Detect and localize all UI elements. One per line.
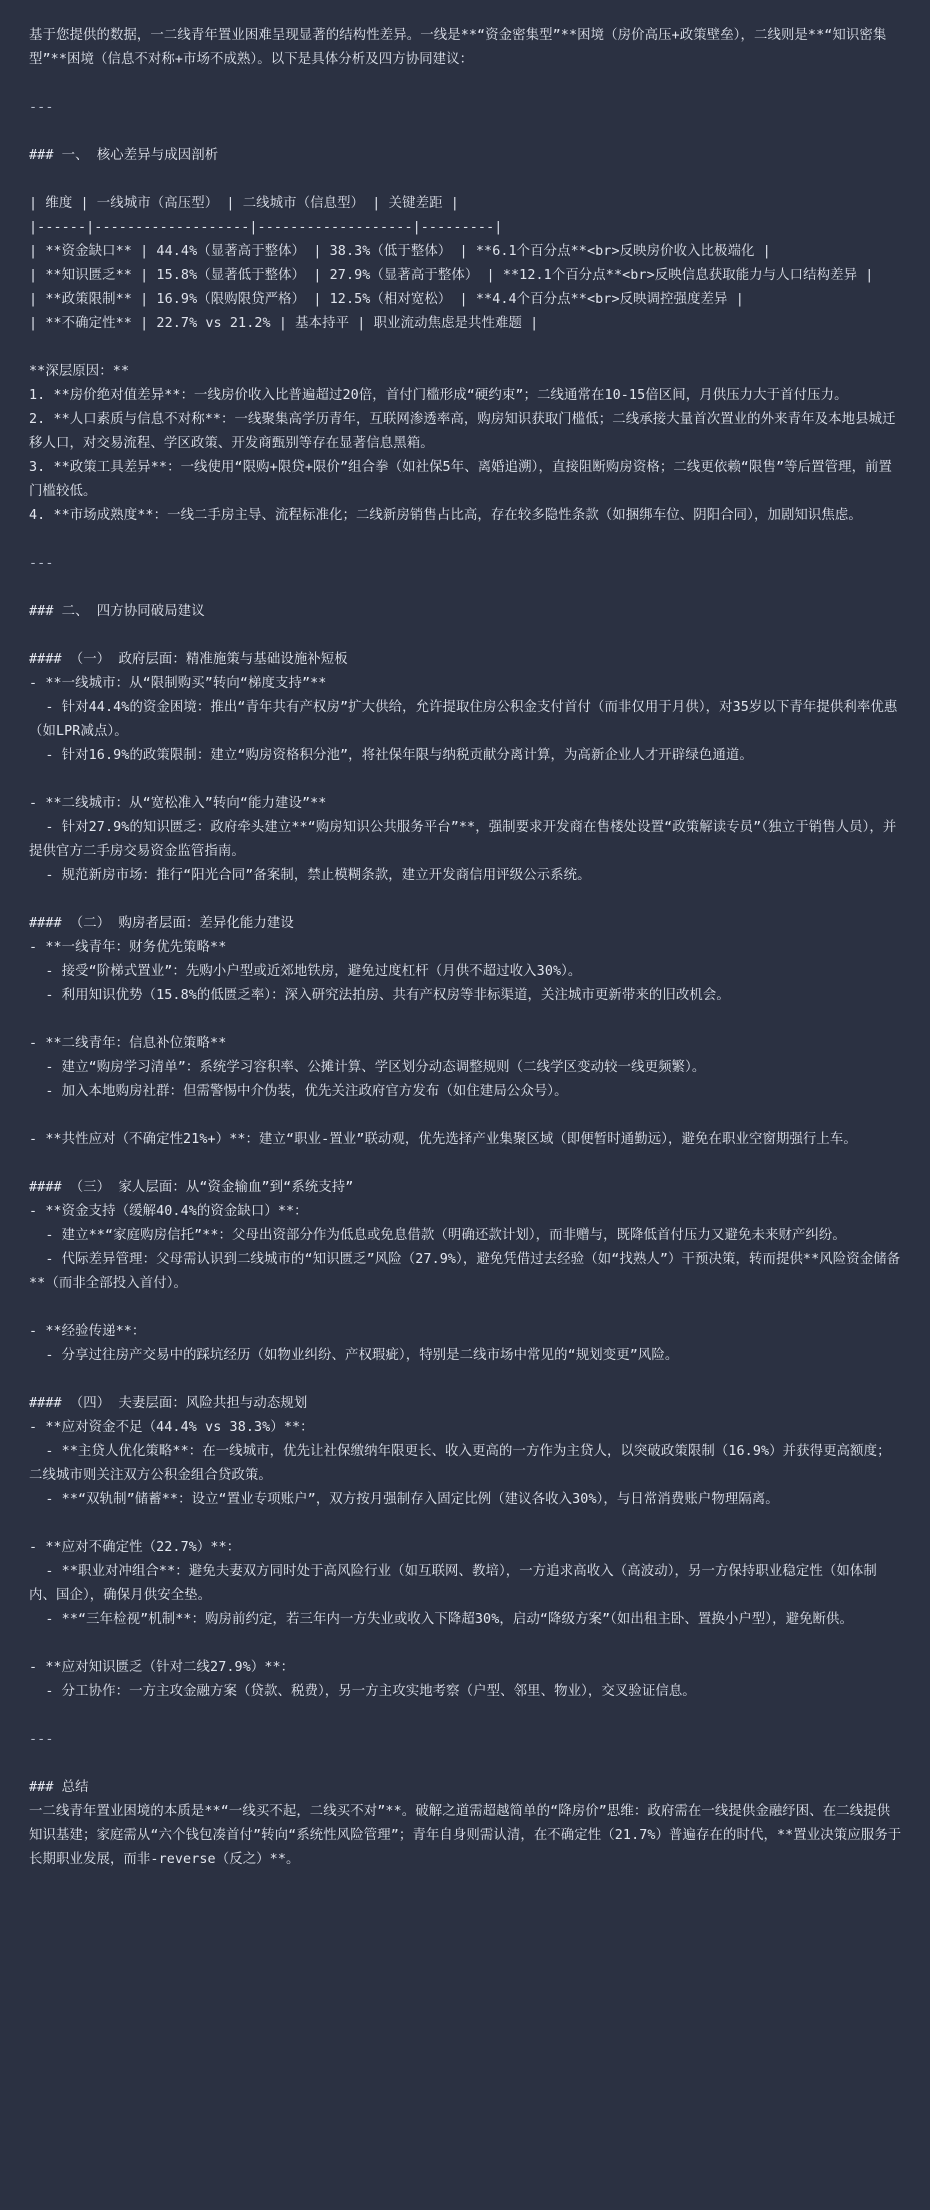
blank-line [29, 888, 902, 912]
section-heading: #### （一） 政府层面：精准施策与基础设施补短板 [29, 652, 348, 667]
table-row: |------|-------------------|-------------------|---------| [29, 220, 503, 235]
list-item: - **应对知识匮乏（针对二线27.9%）**： [29, 1660, 295, 1675]
list-item: - 针对27.9%的知识匮乏：政府牵头建立**“购房知识公共服务平台”**，强制要求开发商在售楼处设置“政策解读专员”（独立于销售人员），并提供官方二手房交易资金监管指南。 [29, 820, 897, 859]
numbered-item: 3. **政策工具差异**：一线使用“限购+限贷+限价”组合拳（如社保5年、离婚追溯），直接阻断购房资格；二线更依赖“限售”等后置管理，前置门槛较低。 [29, 460, 893, 499]
list-item: - **应对资金不足（44.4% vs 38.3%）**： [29, 1420, 314, 1435]
blank-line [29, 528, 902, 552]
horizontal-rule: --- [29, 1732, 54, 1747]
section-heading: #### （三） 家人层面：从“资金输血”到“系统支持” [29, 1180, 354, 1195]
list-item: - **“三年检视”机制**：购房前约定，若三年内一方失业或收入下降超30%，启动“降级方案”（如出租主卧、置换小户型），避免断供。 [29, 1612, 854, 1627]
list-item: - 针对16.9%的政策限制：建立“购房资格积分池”，将社保年限与纳税贡献分离计算，为高新企业人才开辟绿色通道。 [29, 748, 753, 763]
section-heading: #### （二） 购房者层面：差异化能力建设 [29, 916, 294, 931]
blank-line [29, 768, 902, 792]
blank-line [29, 1368, 902, 1392]
list-item: - 针对44.4%的资金困境：推出“青年共有产权房”扩大供给，允许提取住房公积金支付首付（而非仅用于月供），对35岁以下青年提供利率优惠（如LPR减点）。 [29, 700, 898, 739]
blank-line [29, 1704, 902, 1728]
list-item: - **应对不确定性（22.7%）**： [29, 1540, 241, 1555]
list-item: - 规范新房市场：推行“阳光合同”备案制，禁止模糊条款，建立开发商信用评级公示系统。 [29, 868, 591, 883]
list-item: - **二线城市：从“宽松准入”转向“能力建设”** [29, 796, 327, 811]
blank-line [29, 120, 902, 144]
blank-line [29, 1104, 902, 1128]
blank-line [29, 576, 902, 600]
list-item: - **共性应对（不确定性21%+）**：建立“职业-置业”联动观，优先选择产业集聚区域（即便暂时通勤远），避免在职业空窗期强行上车。 [29, 1132, 857, 1147]
blank-line [29, 336, 902, 360]
numbered-item: 1. **房价绝对值差异**：一线房价收入比普遍超过20倍，首付门槛形成“硬约束”；二线通常在10-15倍区间，月供压力大于首付压力。 [29, 388, 848, 403]
section-heading: ### 二、 四方协同破局建议 [29, 604, 205, 619]
section-heading: ### 一、 核心差异与成因剖析 [29, 148, 219, 163]
table-row: | **政策限制** | 16.9%（限购限贷严格） | 12.5%（相对宽松） | **4.4个百分点**<br>反映调控强度差异 | [29, 292, 744, 307]
blank-line [29, 1512, 902, 1536]
list-item: - 加入本地购房社群：但需警惕中介伪装，优先关注政府官方发布（如住建局公众号）。 [29, 1084, 568, 1099]
list-item: - 利用知识优势（15.8%的低匮乏率）：深入研究法拍房、共有产权房等非标渠道，关注城市更新带来的旧改机会。 [29, 988, 730, 1003]
blank-line [29, 168, 902, 192]
list-item: - 建立**“家庭购房信托”**：父母出资部分作为低息或免息借款（明确还款计划），而非赠与，既降低首付压力又避免未来财产纠纷。 [29, 1228, 846, 1243]
list-item: - **二线青年：信息补位策略** [29, 1036, 227, 1051]
list-item: - **一线城市：从“限制购买”转向“梯度支持”** [29, 676, 327, 691]
list-item: - **一线青年：财务优先策略** [29, 940, 227, 955]
list-item: - **职业对冲组合**：避免夫妻双方同时处于高风险行业（如互联网、教培），一方追求高收入（高波动），另一方保持职业稳定性（如体制内、国企），确保月供安全垫。 [29, 1564, 877, 1603]
table-row: | **知识匮乏** | 15.8%（显著低于整体） | 27.9%（显著高于整体） | **12.1个百分点**<br>反映信息获取能力与人口结构差异 | [29, 268, 874, 283]
section-heading: ### 总结 [29, 1780, 89, 1795]
list-item: - 分工协作：一方主攻金融方案（贷款、税费），另一方主攻实地考察（户型、邻里、物业），交叉验证信息。 [29, 1684, 696, 1699]
section-heading: #### （四） 夫妻层面：风险共担与动态规划 [29, 1396, 308, 1411]
blank-line [29, 1296, 902, 1320]
blank-line [29, 624, 902, 648]
numbered-item: 4. **市场成熟度**：一线二手房主导、流程标准化；二线新房销售占比高，存在较多隐性条款（如捆绑车位、阴阳合同），加剧知识焦虑。 [29, 508, 862, 523]
list-item: - **“双轨制”储蓄**：设立“置业专项账户”，双方按月强制存入固定比例（建议各收入30%），与日常消费账户物理隔离。 [29, 1492, 779, 1507]
list-item: - 接受“阶梯式置业”：先购小户型或近郊地铁房，避免过度杠杆（月供不超过收入30%）。 [29, 964, 582, 979]
table-row: | 维度 | 一线城市（高压型） | 二线城市（信息型） | 关键差距 | [29, 196, 459, 211]
table-row: | **资金缺口** | 44.4%（显著高于整体） | 38.3%（低于整体） | **6.1个百分点**<br>反映房价收入比极端化 | [29, 244, 771, 259]
list-item: - **经验传递**： [29, 1324, 146, 1339]
table-row: | **不确定性** | 22.7% vs 21.2% | 基本持平 | 职业流动焦虑是共性难题 | [29, 316, 539, 331]
list-item: - 建立“购房学习清单”：系统学习容积率、公摊计算、学区划分动态调整规则（二线学区变动较一线更频繁）。 [29, 1060, 706, 1075]
blank-line [29, 1152, 902, 1176]
list-item: - **资金支持（缓解40.4%的资金缺口）**： [29, 1204, 308, 1219]
list-item: - 代际差异管理：父母需认识到二线城市的“知识匮乏”风险（27.9%），避免凭借过去经验（如“找熟人”）干预决策，转而提供**风险资金储备**（而非全部投入首付）。 [29, 1252, 901, 1291]
text-line: 一二线青年置业困境的本质是**“一线买不起，二线买不对”**。破解之道需超越简单的“降房价”思维：政府需在一线提供金融纾困、在二线提供知识基建；家庭需从“六个钱包凑首付”转向“系统性风险管理”；青年自身则需认清，在不确定性（21.7%）普遍存在的时代，**置业决策应服务于长期职业发展，而非-reverse（反之）**。 [29, 1804, 902, 1867]
horizontal-rule: --- [29, 556, 54, 571]
blank-line [29, 72, 902, 96]
blank-line [29, 1008, 902, 1032]
horizontal-rule: --- [29, 100, 54, 115]
numbered-item: 2. **人口素质与信息不对称**：一线聚集高学历青年，互联网渗透率高，购房知识获取门槛低；二线承接大量首次置业的外来青年及本地县城迁移人口，对交易流程、学区政策、开发商甄别等存在显著信息黑箱。 [29, 412, 896, 451]
list-item: - **主贷人优化策略**：在一线城市，优先让社保缴纳年限更长、收入更高的一方作为主贷人，以突破政策限制（16.9%）并获得更高额度；二线城市则关注双方公积金组合贷政策。 [29, 1444, 891, 1483]
text-line: **深层原因：** [29, 364, 130, 379]
blank-line [29, 1632, 902, 1656]
blank-line [29, 1752, 902, 1776]
list-item: - 分享过往房产交易中的踩坑经历（如物业纠纷、产权瑕疵），特别是二线市场中常见的“规划变更”风险。 [29, 1348, 679, 1363]
text-line: 基于您提供的数据，一二线青年置业困难呈现显著的结构性差异。一线是**“资金密集型”**困境（房价高压+政策壁垒），二线则是**“知识密集型”**困境（信息不对称+市场不成熟）。以下是具体分析及四方协同建议： [29, 28, 887, 67]
